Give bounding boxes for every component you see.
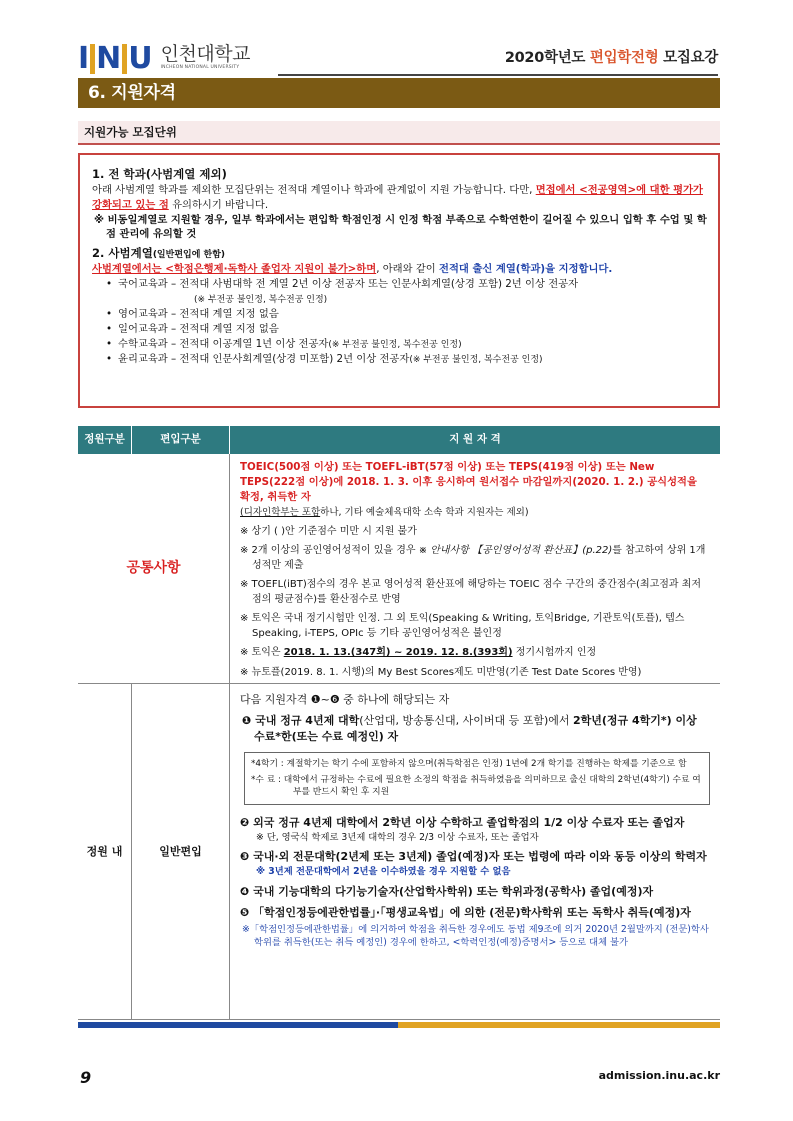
common-label: 공통사항 <box>78 454 230 683</box>
note-5: ※ 토익은 2018. 1. 13.(347회) ~ 2019. 12. 8.(393회) 정기시험까지 인정 <box>240 647 597 659</box>
page-header <box>78 36 718 76</box>
qualification-5: ❺ 「학점인정등에관한법률」·「평생교육법」에 의한 (전문)학사학위 또는 독학사 취득(예정)자 <box>240 905 691 919</box>
english-score-requirement: TOEIC(500점 이상) 또는 TOEFL-iBT(57점 이상) 또는 TEPS(419점 이상) 또는 New TEPS(222점 이상)에 2018. 1. 3. 이후 응시하여 원서접수 마감일까지(2020. 1. 2.) 공식성적을 확정, 취득한 자 (디자인학부는 포함하나, 기타 예술체육대학 소속 학과 지원자는 제외) <box>240 461 697 518</box>
note-completion: *수 료 : 대학에서 규정하는 수료에 필요한 소정의 학점을 취득하였음을 의미하므로 출신 대학의 2학년(4학기) 수료 여부를 반드시 확인 후 지원 <box>251 774 701 798</box>
note-3: ※ TOEFL(iBT)점수의 경우 본교 영어성적 환산표에 해당하는 TOEIC 점수 구간의 중간점수(최고점과 최저점의 평균점수)를 환산점수로 반영 <box>240 579 702 605</box>
footer-bar <box>78 1022 720 1028</box>
list-item: • 영어교육과 – 전적대 계열 지정 없음 <box>118 307 708 322</box>
note-1: ※ 상기 ( )안 기준점수 미만 시 지원 불가 <box>240 525 417 537</box>
note-4: ※ 토익은 국내 정기시험만 인정. 그 외 토익(Speaking & Writing, 토익Bridge, 기관토익(토플), 텝스Speaking, i-TEPS, OPIc 등 기타 공인영어성적은 불인정 <box>240 613 685 639</box>
column-header-type: 편입구분 <box>132 426 230 454</box>
semester-note-box <box>244 752 710 805</box>
list-item: • 일어교육과 – 전적대 계열 지정 없음 <box>118 322 708 337</box>
table-row-general <box>78 684 720 1020</box>
column-header-qualification: 지 원 자 격 <box>449 433 501 446</box>
website-url: admission.inu.ac.kr <box>598 1069 720 1082</box>
logo-mark: I N U <box>78 41 153 76</box>
box-note-1: ※ 비동일계열로 지원할 경우, 일부 학과에서는 편입학 학점인정 시 인정 학점 부족으로 수학연한이 길어질 수 있으니 입학 후 수업 및 학점 관리에 유의할 것 <box>94 213 707 241</box>
list-item: • 수학교육과 – 전적대 이공계열 1년 이상 전공자(※ 부전공 불인정, 복수전공 인정) <box>118 337 708 352</box>
page-number: 9 <box>80 1068 92 1087</box>
intro: 다음 지원자격 ❶~❻ 중 하나에 해당되는 자 <box>240 693 450 706</box>
box-heading-1: 1. 전 학과(사범계열 제외) <box>92 167 227 181</box>
qualification-5-note: ※「학점인정등에관한법률」에 의거하여 학점을 취득한 경우에도 동법 제9조에 의거 2020년 2월말까지 (전문)학사학위를 취득한(또는 취득 예정인) 경우에 한하고, <학력인정(예정)증명서> 등으로 대체 불가 <box>242 923 709 949</box>
box-heading-2: 2. 사범계열(일반편입에 한함) <box>92 246 226 261</box>
logo-english-name: INCHEON NATIONAL UNIVERSITY <box>160 64 240 70</box>
qualification-3-note: ※ 3년제 전문대학에서 2년을 이수하였을 경우 지원할 수 없음 <box>256 866 511 878</box>
list-item: • 국어교육과 – 전적대 사범대학 전 계열 2년 이상 전공자 또는 인문사회계열(상경 포함) 2년 이상 전공자 (※ 부전공 불인정, 복수전공 인정) <box>118 277 708 307</box>
quota-label: 정원 내 <box>78 684 132 1019</box>
qualification-2: ❷ 외국 정규 4년제 대학에서 2학년 이상 수학하고 졸업학점의 1/2 이상 수료자 또는 졸업자 <box>240 816 685 830</box>
note-semester: *4학기 : 계절학기는 학기 수에 포함하지 않으며(취득학점은 인정) 1년에 2개 학기를 진행하는 학제를 기준으로 함 <box>251 758 687 769</box>
sub-heading: 지원가능 모집단위 <box>78 121 720 145</box>
qualification-3: ❸ 국내·외 전문대학(2년제 또는 3년제) 졸업(예정)자 또는 법령에 따라 이와 동등 이상의 학력자 <box>240 850 707 864</box>
section-banner: 6. 지원자격 <box>78 78 720 108</box>
qualification-2-note: ※ 단, 영국식 학제로 3년제 대학의 경우 2/3 이상 수료자, 또는 졸업자 <box>256 832 539 843</box>
table-row-common <box>78 454 720 684</box>
note-6: ※ 뉴토플(2019. 8. 1. 시행)의 My Best Scores제도 미반영(기존 Test Date Scores 반영) <box>240 666 642 678</box>
note-2: ※ 2개 이상의 공인영어성적이 있을 경우 ※ 안내사항 【공인영어성적 환산표】(p.22)를 참고하여 상위 1개 성적만 제출 <box>240 545 706 571</box>
box-paragraph-1: 아래 사범계열 학과를 제외한 모집단위는 전적대 계열이나 학과에 관계없이 지원 가능합니다. 다만, 면접에서 <전공영역>에 대한 평가가 강화되고 있는 점 유의하시기 바랍니다. <box>92 183 703 211</box>
teacher-dept-list <box>92 277 708 367</box>
box-paragraph-2: 사범계열에서는 <학점은행제·독학사 졸업자 지원이 불가>하며, 아래와 같이 전적대 출신 계열(학과)을 지정합니다. <box>92 263 613 276</box>
table-header <box>78 426 720 454</box>
document-title: 2020학년도 편입학전형 모집요강 <box>504 50 718 66</box>
inu-logo <box>78 40 250 74</box>
qualification-4: ❹ 국내 기능대학의 다기능기술자(산업학사학위) 또는 학위과정(공학사) 졸업(예정)자 <box>240 884 654 898</box>
qualification-1: ❶ 국내 정규 4년제 대학(산업대, 방송통신대, 사이버대 등 포함)에서 2학년(정규 4학기*) 이상 수료*한(또는 수료 예정인) 자 <box>242 713 697 743</box>
header-divider <box>278 74 718 76</box>
type-label: 일반편입 <box>132 684 230 1019</box>
column-header-quota: 정원구분 <box>78 426 132 454</box>
logo-korean-name: 인천대학교 <box>160 42 250 65</box>
eligible-units-box <box>78 153 720 408</box>
list-item: • 윤리교육과 – 전적대 인문사회계열(상경 미포함) 2년 이상 전공자(※ 부전공 불인정, 복수전공 인정) <box>118 352 708 367</box>
